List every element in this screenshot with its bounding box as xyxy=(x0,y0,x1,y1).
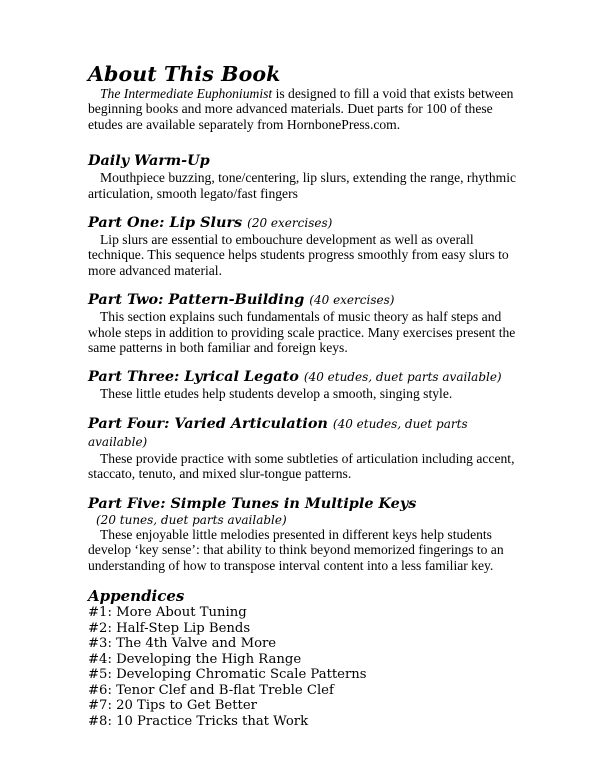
section-part-one xyxy=(88,214,528,278)
list-item: #4: Developing the High Range xyxy=(88,651,302,667)
list-item: #3: The 4th Valve and More xyxy=(88,636,277,652)
section-heading: Part Four: Varied Articulation xyxy=(88,414,328,432)
page xyxy=(88,62,528,730)
section-heading: Daily Warm-Up xyxy=(88,152,210,170)
section-daily-warm-up xyxy=(88,152,528,201)
section-body: These little etudes help students develop a smooth, singing style. xyxy=(100,386,453,402)
section-note: (40 etudes, duet parts available) xyxy=(303,370,502,385)
section-body: These provide practice with some subtleties of articulation including accent, staccato, tenuto, and mixed slur-tongue patterns. xyxy=(88,450,515,482)
section-body: Lip slurs are essential to embouchure development as well as overall technique. This sequence helps students progress smoothly from easy slurs to more advanced material. xyxy=(88,232,509,278)
section-heading: Part Two: Pattern-Building xyxy=(88,291,305,309)
section-body: This section explains such fundamentals of music theory as half steps and whole steps in addition to providing scale practice. Many exercises present the same patterns in both familiar and foreign keys. xyxy=(88,309,516,356)
section-note: (40 etudes, duet parts available) xyxy=(88,416,468,449)
list-item: #7: 20 Tips to Get Better xyxy=(88,698,257,714)
appendices-section xyxy=(88,587,528,730)
list-item: #6: Tenor Clef and B-flat Treble Clef xyxy=(88,682,334,698)
section-note: (40 exercises) xyxy=(309,293,395,308)
section-heading: Part Five: Simple Tunes in Multiple Keys xyxy=(88,494,417,512)
list-item: #8: 10 Practice Tricks that Work xyxy=(88,714,309,730)
intro-paragraph xyxy=(88,86,528,132)
section-body: These enjoyable little melodies presented in different keys help students develop ‘key sense’: that ability to think beyond memorized fingerings to an understanding of how to transpose interval content into a less familiar key. xyxy=(88,526,504,573)
list-item: #1: More About Tuning xyxy=(88,604,247,620)
list-item: #5: Developing Chromatic Scale Patterns xyxy=(88,667,367,683)
page-title: About This Book xyxy=(88,62,281,86)
section-note: (20 tunes, duet parts available) xyxy=(96,512,287,527)
section-body: Mouthpiece buzzing, tone/centering, lip slurs, extending the range, rhythmic articulation, smooth legato/fast fingers xyxy=(88,170,517,201)
section-part-two xyxy=(88,291,528,355)
section-heading: Part One: Lip Slurs xyxy=(88,214,243,232)
list-item: #2: Half-Step Lip Bends xyxy=(88,620,251,636)
section-note: (20 exercises) xyxy=(247,216,333,231)
intro-text: is designed to fill a void that exists between beginning books and more advanced materials. Duet parts for 100 of these etudes are available separately from HornbonePress.com. xyxy=(88,86,514,132)
appendices-heading: Appendices xyxy=(88,586,185,605)
section-heading: Part Three: Lyrical Legato xyxy=(88,368,299,386)
book-title: The Intermediate Euphoniumist xyxy=(100,86,273,101)
section-part-five xyxy=(88,495,528,573)
appendices-list xyxy=(88,605,528,730)
section-part-three xyxy=(88,368,528,401)
section-part-four xyxy=(88,415,528,482)
